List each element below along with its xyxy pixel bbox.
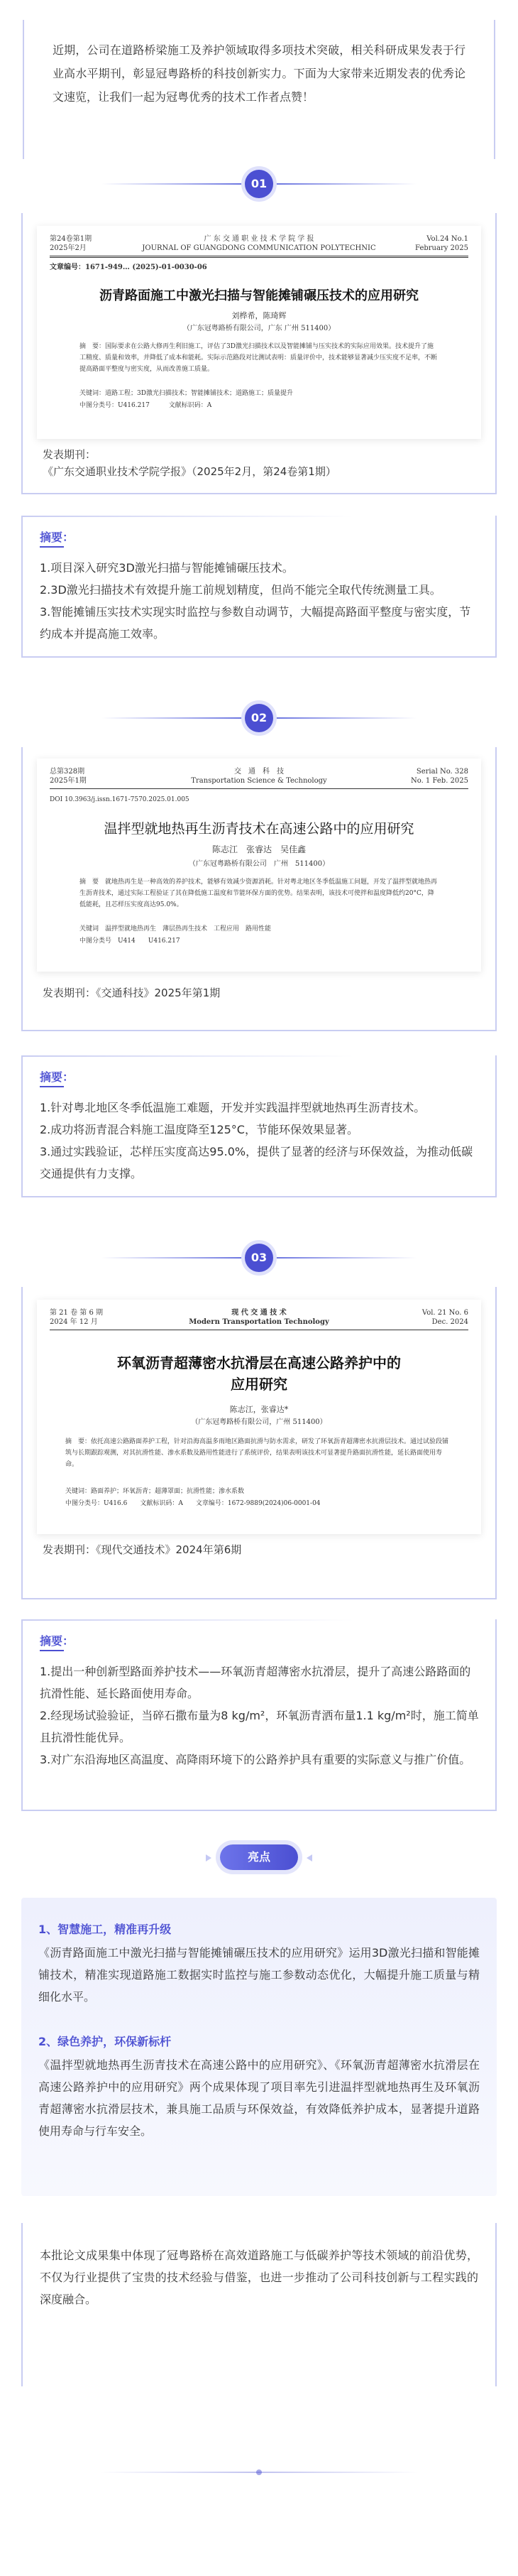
paper-title: 沥青路面施工中激光扫描与智能摊铺碾压技术的应用研究 xyxy=(99,288,419,303)
section-number: 02 xyxy=(245,704,273,732)
summary-title: 摘要： xyxy=(40,528,74,545)
paper-authors: 陈志江，张睿达* xyxy=(229,1405,289,1414)
section-number: 01 xyxy=(245,170,273,198)
paper-card-2 xyxy=(21,747,497,1031)
section-number-badge xyxy=(231,169,287,199)
paper-card-3 xyxy=(21,1287,497,1599)
paper-classification: 中图分类号：U416.6 文献标识码：A 文章编号：1672-9889(2024)06-0001-04 xyxy=(65,1500,321,1507)
source-journal: 《广东交通职业技术学院学报》（2025年2月，第24卷第1期） xyxy=(43,465,336,478)
paper-affiliation: （广东冠粤路桥有限公司，广州 511400） xyxy=(191,1418,327,1426)
article-number: 文章编号：1671-949… (2025)-01-0030-06 xyxy=(50,263,207,271)
summary-item: 3.通过实践验证，芯样压实度高达95.0%，提供了显著的经济与环保效益，为推动低碳交通提供有力支撑。 xyxy=(40,1145,473,1180)
intro-section xyxy=(0,0,518,178)
paper-authors: 刘桦希，陈琦辉 xyxy=(231,311,287,320)
summary-title: 摘要： xyxy=(40,1068,74,1085)
journal-issue-left: 第24卷第1期 2025年2月 xyxy=(50,235,92,252)
summary-title: 摘要： xyxy=(40,1632,74,1648)
summary-box-1 xyxy=(21,516,497,658)
paper-image-1 xyxy=(37,226,481,439)
paper-affiliation: （广东冠粤路桥有限公司 广州 511400） xyxy=(188,860,330,868)
paper-abstract: 摘 要 就地热再生是一种高效的养护技术，能够有效减少资源消耗。针对粤北地区冬季低温施工问题，开发了温拌型就地热再生沥青技术，通过实际工程验证了其在降低施工温度和节能环保方面的优势。结果表明，该技术可使拌和温度降低约20°C，降低能耗，且芯样压实度高达95.0%。 xyxy=(79,879,438,908)
highlight-text: 《沥青路面施工中激光扫描与智能摊铺碾压技术的应用研究》运用3D激光扫描和智能摊铺技术，精准实现道路施工数据实时监控与施工参数动态优化，大幅提升施工质量与精细化水平。 xyxy=(38,1946,480,2004)
conclusion-box xyxy=(21,2223,497,2386)
paper-classification: 中图分类号 U414 U416.217 xyxy=(79,938,180,945)
highlights-title: 亮点 xyxy=(220,1844,298,1870)
conclusion-text: 本批论文成果集中体现了冠粤路桥在高效道路施工与低碳养护等技术领域的前沿优势，不仅为行业提供了宝贵的技术经验与借鉴，也进一步推动了公司科技创新与工程实践的深度融合。 xyxy=(40,2249,478,2306)
paper-keywords: 关键词：道路工程；3D激光扫描技术；智能摊铺技术；道路施工；质量提升 xyxy=(79,390,293,397)
source-label: 发表期刊： xyxy=(43,448,97,461)
paper-classification: 中图分类号：U416.217 文献标识码：A xyxy=(79,402,212,409)
summary-item: 1.针对粤北地区冬季低温施工难题，开发并实践温拌型就地热再生沥青技术。 xyxy=(40,1101,426,1114)
summary-item: 1.提出一种创新型路面养护技术——环氧沥青超薄密水抗滑层，提升了高速公路路面的抗滑性能、延长路面使用寿命。 xyxy=(40,1665,471,1700)
paper-keywords: 关键词 温拌型就地热再生 薄层热再生技术 工程应用 路用性能 xyxy=(79,925,272,933)
journal-name: 现 代 交 通 技 术 Modern Transportation Technology xyxy=(189,1309,329,1326)
highlight-heading: 1、智慧施工，精准再升级 xyxy=(38,1923,172,1936)
journal-issue-left: 总第328期 2025年1期 xyxy=(50,768,87,785)
journal-name: 广 东 交 通 职 业 技 术 学 院 学 报 JOURNAL OF GUANGDONG COMMUNICATION POLYTECHNIC xyxy=(142,235,376,252)
source-label-inline xyxy=(43,984,220,1002)
section-number: 03 xyxy=(245,1244,273,1272)
journal-issue-right: Vol.24 No.1 February 2025 xyxy=(415,235,468,252)
section-number-badge xyxy=(231,1243,287,1273)
paper-title: 环氧沥青超薄密水抗滑层在高速公路养护中的应用研究 xyxy=(117,1354,401,1393)
highlight-text: 《温拌型就地热再生沥青技术在高速公路中的应用研究》、《环氧沥青超薄密水抗滑层在高速公路养护中的应用研究》两个成果体现了项目率先引进温拌型就地热再生及环氧沥青超薄密水抗滑层技术，兼具施工品质与环保效益，有效降低养护成本，显著提升道路使用寿命与行车安全。 xyxy=(38,2058,480,2138)
journal-issue-right: Serial No. 328 No. 1 Feb. 2025 xyxy=(410,768,468,785)
paper-abstract: 摘 要：国际要求在公路大修再生利旧施工，评估了3D激光扫描技术以及智能摊铺与压实技术的实际应用效果。技术提升了施工精度、质量和效率，并降低了成本和能耗。实际示范路段对比测试表明：质量评价中，技术能够显著减少压实度不足率，不断提高路面平整度与密实度，从而改善施工质量。 xyxy=(79,343,438,373)
source-label: 发表期刊： xyxy=(43,1543,97,1556)
source-label: 发表期刊： xyxy=(43,987,97,999)
paper-affiliation: （广东冠粤路桥有限公司，广东 广州 511400） xyxy=(182,325,336,332)
paper-image-3 xyxy=(37,1300,481,1534)
summary-item: 1.项目深入研究3D激光扫描与智能摊铺碾压技术。 xyxy=(40,561,294,575)
highlight-heading: 2、绿色养护，环保新标杆 xyxy=(38,2035,172,2048)
paper-abstract: 摘 要：依托高速公路路面养护工程，针对沿海高温多雨地区路面抗滑与防水需求，研发了环氧沥青超薄密水抗滑层技术。通过试验段铺筑与长期跟踪观测，对其抗滑性能、渗水系数及路用性能进行了系统评价，结果表明该技术可显著提升路面抗滑性能，延长路面使用寿命。 xyxy=(65,1438,449,1468)
source-journal: 《交通科技》2025年第1期 xyxy=(96,987,221,999)
journal-name: 交 通 科 技 Transportation Science & Technology xyxy=(191,768,327,785)
paper-title: 温拌型就地热再生沥青技术在高速公路中的应用研究 xyxy=(104,821,414,837)
source-journal: 《现代交通技术》2024年第6期 xyxy=(96,1543,242,1556)
journal-issue-left: 第 21 卷 第 6 期 2024 年 12 月 xyxy=(50,1309,103,1326)
summary-item: 2.3D激光扫描技术有效提升施工前规划精度，但尚不能完全取代传统测量工具。 xyxy=(40,583,441,597)
paper-image-2 xyxy=(37,759,481,972)
summary-list xyxy=(40,1097,480,1185)
summary-list xyxy=(40,1661,480,1771)
highlights-badge xyxy=(206,1839,312,1875)
paper-keywords: 关键词：路面养护；环氧沥青；超薄罩面；抗滑性能；渗水系数 xyxy=(65,1488,245,1495)
summary-list xyxy=(40,557,480,645)
intro-text: 近期，公司在道路桥梁施工及养护领域取得多项技术突破，相关科研成果发表于行业高水平期刊，彰显冠粤路桥的科技创新实力。下面为大家带来近期发表的优秀论文速览，让我们一起为冠粤优秀的技术工作者点赞！ xyxy=(53,43,465,104)
intro-frame xyxy=(23,20,495,159)
source-label-inline xyxy=(43,1541,241,1559)
summary-box-2 xyxy=(21,1055,497,1197)
summary-item: 3.智能摊铺压实技术实现实时监控与参数自动调节，大幅提高路面平整度与密实度，节约成本并提高施工效率。 xyxy=(40,605,471,641)
summary-item: 3.对广东沿海地区高温度、高降雨环境下的公路养护具有重要的实际意义与推广价值。 xyxy=(40,1753,471,1766)
summary-box-3 xyxy=(21,1619,497,1811)
highlights-card xyxy=(21,1898,497,2196)
footer-decoration xyxy=(0,2429,518,2514)
section-number-badge xyxy=(231,703,287,733)
summary-item: 2.经现场试验验证，当碎石撒布量为8 kg/m²，环氧沥青洒布量1.1 kg/m²时，施工简单且抗滑性能优异。 xyxy=(40,1709,479,1744)
summary-item: 2.成功将沥青混合料施工温度降至125°C，节能环保效果显著。 xyxy=(40,1123,358,1136)
paper-authors: 陈志江 张睿达 吴佳鑫 xyxy=(211,844,306,854)
journal-issue-right: Vol. 21 No. 6 Dec. 2024 xyxy=(421,1309,468,1326)
paper-card-1 xyxy=(21,213,497,494)
paper-doi: DOI 10.3963/j.issn.1671-7570.2025.01.005 xyxy=(50,796,189,803)
